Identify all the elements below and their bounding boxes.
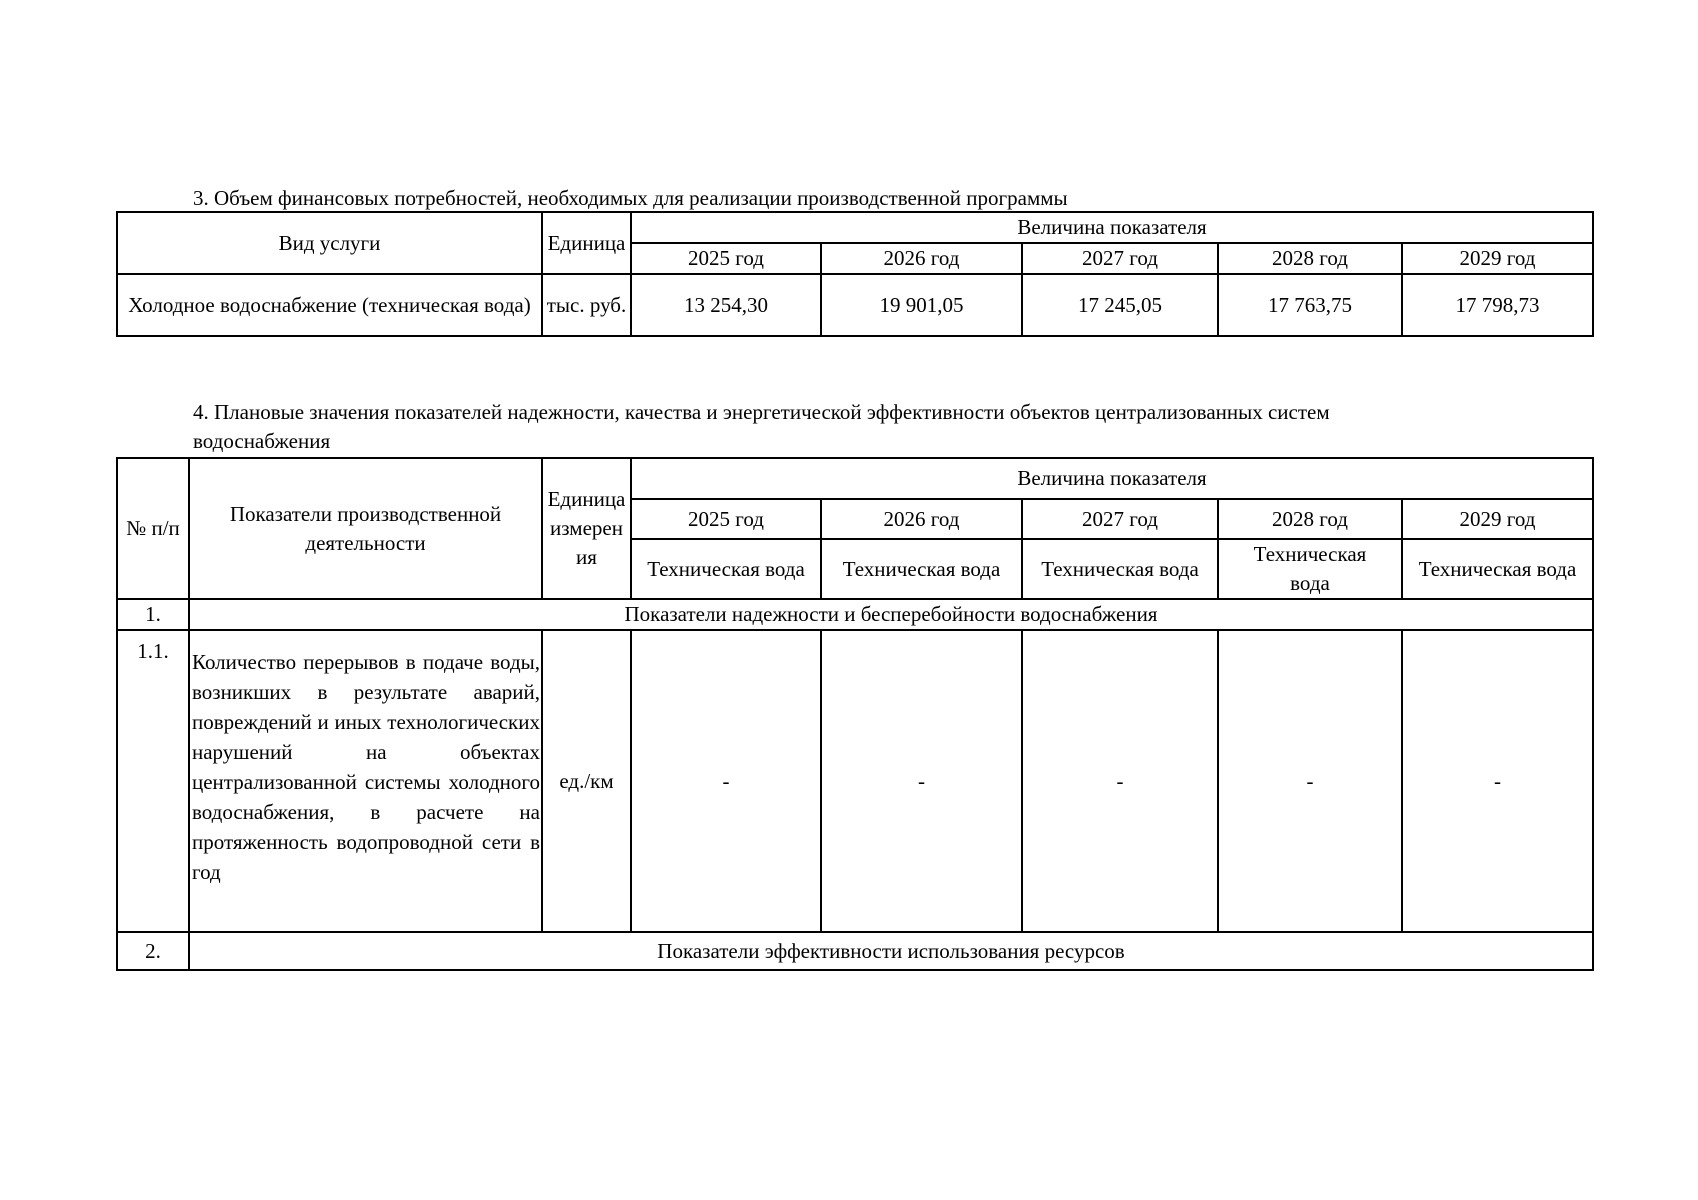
header-indicator-value: Величина показателя bbox=[631, 458, 1593, 499]
header-indicator-value: Величина показателя bbox=[631, 212, 1593, 243]
header-year: 2028 год bbox=[1218, 243, 1402, 274]
unit-cell: ед./км bbox=[542, 630, 631, 932]
row-number: 1.1. bbox=[117, 630, 189, 932]
value-cell: 17 798,73 bbox=[1402, 274, 1593, 336]
header-year: 2028 год bbox=[1218, 499, 1402, 539]
header-year: 2029 год bbox=[1402, 499, 1593, 539]
indicators-table bbox=[116, 457, 1594, 971]
group-title-resource-efficiency: Показатели эффективности использования ресурсов bbox=[189, 932, 1593, 970]
group-number: 2. bbox=[117, 932, 189, 970]
section-4-heading-line2: водоснабжения bbox=[193, 429, 331, 453]
header-water-type: Техническая вода bbox=[631, 539, 821, 599]
header-year: 2029 год bbox=[1402, 243, 1593, 274]
service-name-cell: Холодное водоснабжение (техническая вода) bbox=[117, 274, 542, 336]
header-year: 2027 год bbox=[1022, 499, 1218, 539]
value-cell: - bbox=[1022, 630, 1218, 932]
value-cell: 13 254,30 bbox=[631, 274, 821, 336]
header-year: 2025 год bbox=[631, 243, 821, 274]
value-cell: 17 245,05 bbox=[1022, 274, 1218, 336]
header-service-type: Вид услуги bbox=[117, 212, 542, 274]
value-cell: - bbox=[1402, 630, 1593, 932]
header-year: 2026 год bbox=[821, 499, 1022, 539]
value-cell: 17 763,75 bbox=[1218, 274, 1402, 336]
indicator-name-cell: Количество перерывов в подаче воды, возникших в результате аварий, повреждений и иных технологических нарушений на объектах централизованной системы холодного водоснабжения, в расчете на протяженность водопроводной сети в год bbox=[189, 630, 542, 932]
value-cell: - bbox=[631, 630, 821, 932]
header-row-number: № п/п bbox=[117, 458, 189, 599]
section-3-heading: 3. Объем финансовых потребностей, необходимых для реализации производственной программы bbox=[193, 186, 1068, 210]
group-title-reliability: Показатели надежности и бесперебойности водоснабжения bbox=[189, 599, 1593, 630]
header-water-type: Техническая вода bbox=[1022, 539, 1218, 599]
group-number: 1. bbox=[117, 599, 189, 630]
unit-cell: тыс. руб. bbox=[542, 274, 631, 336]
value-cell: - bbox=[821, 630, 1022, 932]
header-year: 2026 год bbox=[821, 243, 1022, 274]
section-4-heading-line1: 4. Плановые значения показателей надежности, качества и энергетической эффективности объектов централизованных систем bbox=[193, 400, 1330, 424]
value-cell: - bbox=[1218, 630, 1402, 932]
header-water-type: Техническая вода bbox=[1218, 539, 1402, 599]
header-year: 2025 год bbox=[631, 499, 821, 539]
header-indicator-name: Показатели производственной деятельности bbox=[189, 458, 542, 599]
header-unit: Единица измерения bbox=[542, 458, 631, 599]
financial-needs-table bbox=[116, 211, 1594, 337]
header-water-type: Техническая вода bbox=[1402, 539, 1593, 599]
header-unit: Единица bbox=[542, 212, 631, 274]
header-water-type: Техническая вода bbox=[821, 539, 1022, 599]
value-cell: 19 901,05 bbox=[821, 274, 1022, 336]
header-year: 2027 год bbox=[1022, 243, 1218, 274]
